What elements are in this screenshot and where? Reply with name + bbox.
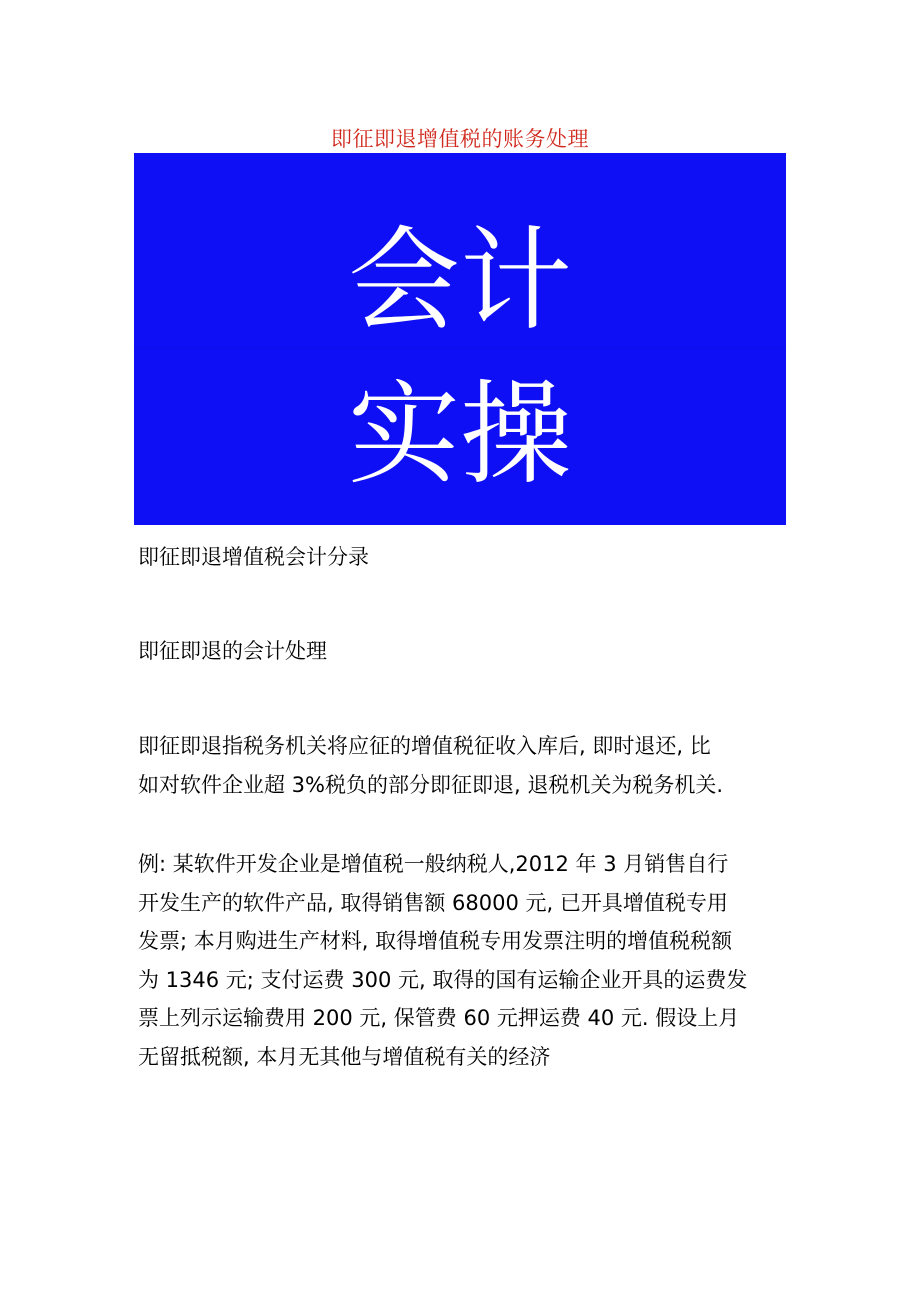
paragraph-line: 开发生产的软件产品, 取得销售额 68000 元, 已开具增值税专用 xyxy=(138,890,728,915)
paragraph-line: 无留抵税额, 本月无其他与增值税有关的经济 xyxy=(138,1044,551,1069)
example-paragraph xyxy=(138,845,798,1076)
paragraph-line: 即征即退指税务机关将应征的增值税征收入库后, 即时退还, 比 xyxy=(138,734,711,758)
definition-paragraph xyxy=(138,727,798,804)
banner-text-line-2: 实操 xyxy=(348,370,572,500)
section-heading-treatment: 即征即退的会计处理 xyxy=(138,639,327,663)
paragraph-line: 发票; 本月购进生产材料, 取得增值税专用发票注明的增值税税额 xyxy=(138,929,733,953)
paragraph-line: 为 1346 元; 支付运费 300 元, 取得的国有运输企业开具的运费发 xyxy=(138,967,748,992)
paragraph-line: 例: 某软件开发企业是增值税一般纳税人,2012 年 3 月销售自行 xyxy=(138,852,729,876)
page-title: 即征即退增值税的账务处理 xyxy=(331,127,589,151)
section-heading-entries: 即征即退增值税会计分录 xyxy=(138,545,369,569)
paragraph-line: 如对软件企业超 3%税负的部分即征即退, 退税机关为税务机关. xyxy=(138,772,724,797)
cover-banner xyxy=(134,153,786,525)
banner-text-line-1: 会计 xyxy=(348,216,572,346)
paragraph-line: 票上列示运输费用 200 元, 保管费 60 元押运费 40 元. 假设上月 xyxy=(138,1006,740,1030)
